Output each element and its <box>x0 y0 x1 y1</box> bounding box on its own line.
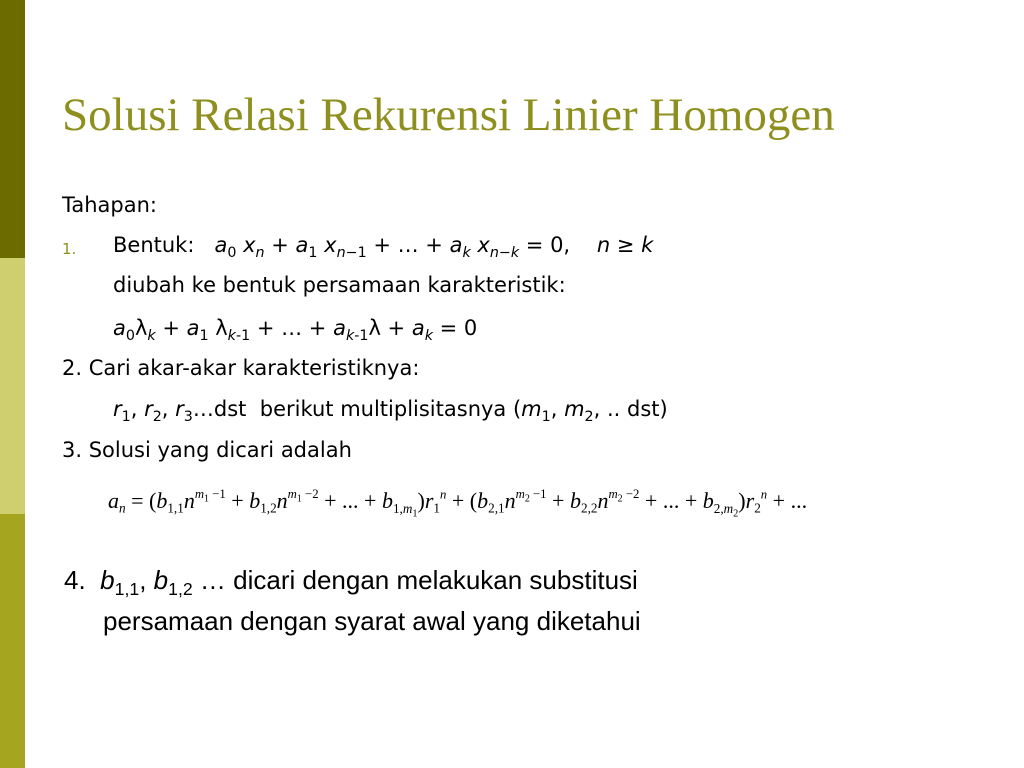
step3-line: 3. Solusi yang dicari adalah <box>62 438 352 462</box>
step2-dst2: , .. dst) <box>593 397 668 421</box>
step1-form-line: Bentuk: $a_0$ $x_n + a_1$ $x_{n-1}$ + … + $a_k$ $x_{n-k} = 0$, n ≥ k <box>113 233 654 261</box>
step1-line2: diubah ke bentuk persamaan karakteristik: <box>113 273 566 297</box>
step1-lead: Bentuk: <box>113 233 195 257</box>
step4-line2: persamaan dengan syarat awal yang diketahui <box>103 606 641 636</box>
step2-berikut: berikut multiplisitasnya ( <box>259 397 522 421</box>
left-accent-bar <box>0 0 25 768</box>
step4-line1: 4. $b_{1,1}$, $b_{1,2}$ … dicari dengan melakukan substitusi <box>64 565 638 600</box>
step4-number: 4. <box>64 565 86 595</box>
step2-roots-line: $r_1$, $r_2$, $r_3\dots dst$ berikut multiplisitasnya ($m_1$, $m_2$, .. dst) <box>113 397 668 425</box>
step1-geq: ≥ <box>610 233 642 257</box>
step1-number: 1. <box>62 240 77 258</box>
solution-formula: $a_n = (b_{1,1}n^{m_1 -1} + b_{1,2}n^{m_1 -2}$ + ... + $b_{1,m_1})r_1^n + (b_{2,1}n^{m_2 -1} + b_{2,2}n^{m_2 -2}$ + ... + $b_{2,m_2})r_2^n$ + ... <box>108 487 808 520</box>
accent-segment-top <box>0 0 25 258</box>
characteristic-equation: $a_0\lambda_k + a_1$ $\lambda_{k-1}$ + … + $a_{k-1}\lambda + a_k = 0$ <box>113 316 478 344</box>
step2-dst: …dst <box>192 397 247 421</box>
step2-line: 2. Cari akar-akar karakteristiknya: <box>62 356 420 380</box>
step4-text: … dicari dengan melakukan substitusi <box>192 565 638 595</box>
slide-title: Solusi Relasi Rekurensi Linier Homogen <box>62 89 835 141</box>
char-eq-end: = 0 <box>432 316 478 340</box>
tahapan-label: Tahapan: <box>62 193 157 217</box>
accent-segment-middle <box>0 258 25 514</box>
step1-eq-end: = 0, <box>519 233 571 257</box>
accent-segment-bottom <box>0 514 25 768</box>
